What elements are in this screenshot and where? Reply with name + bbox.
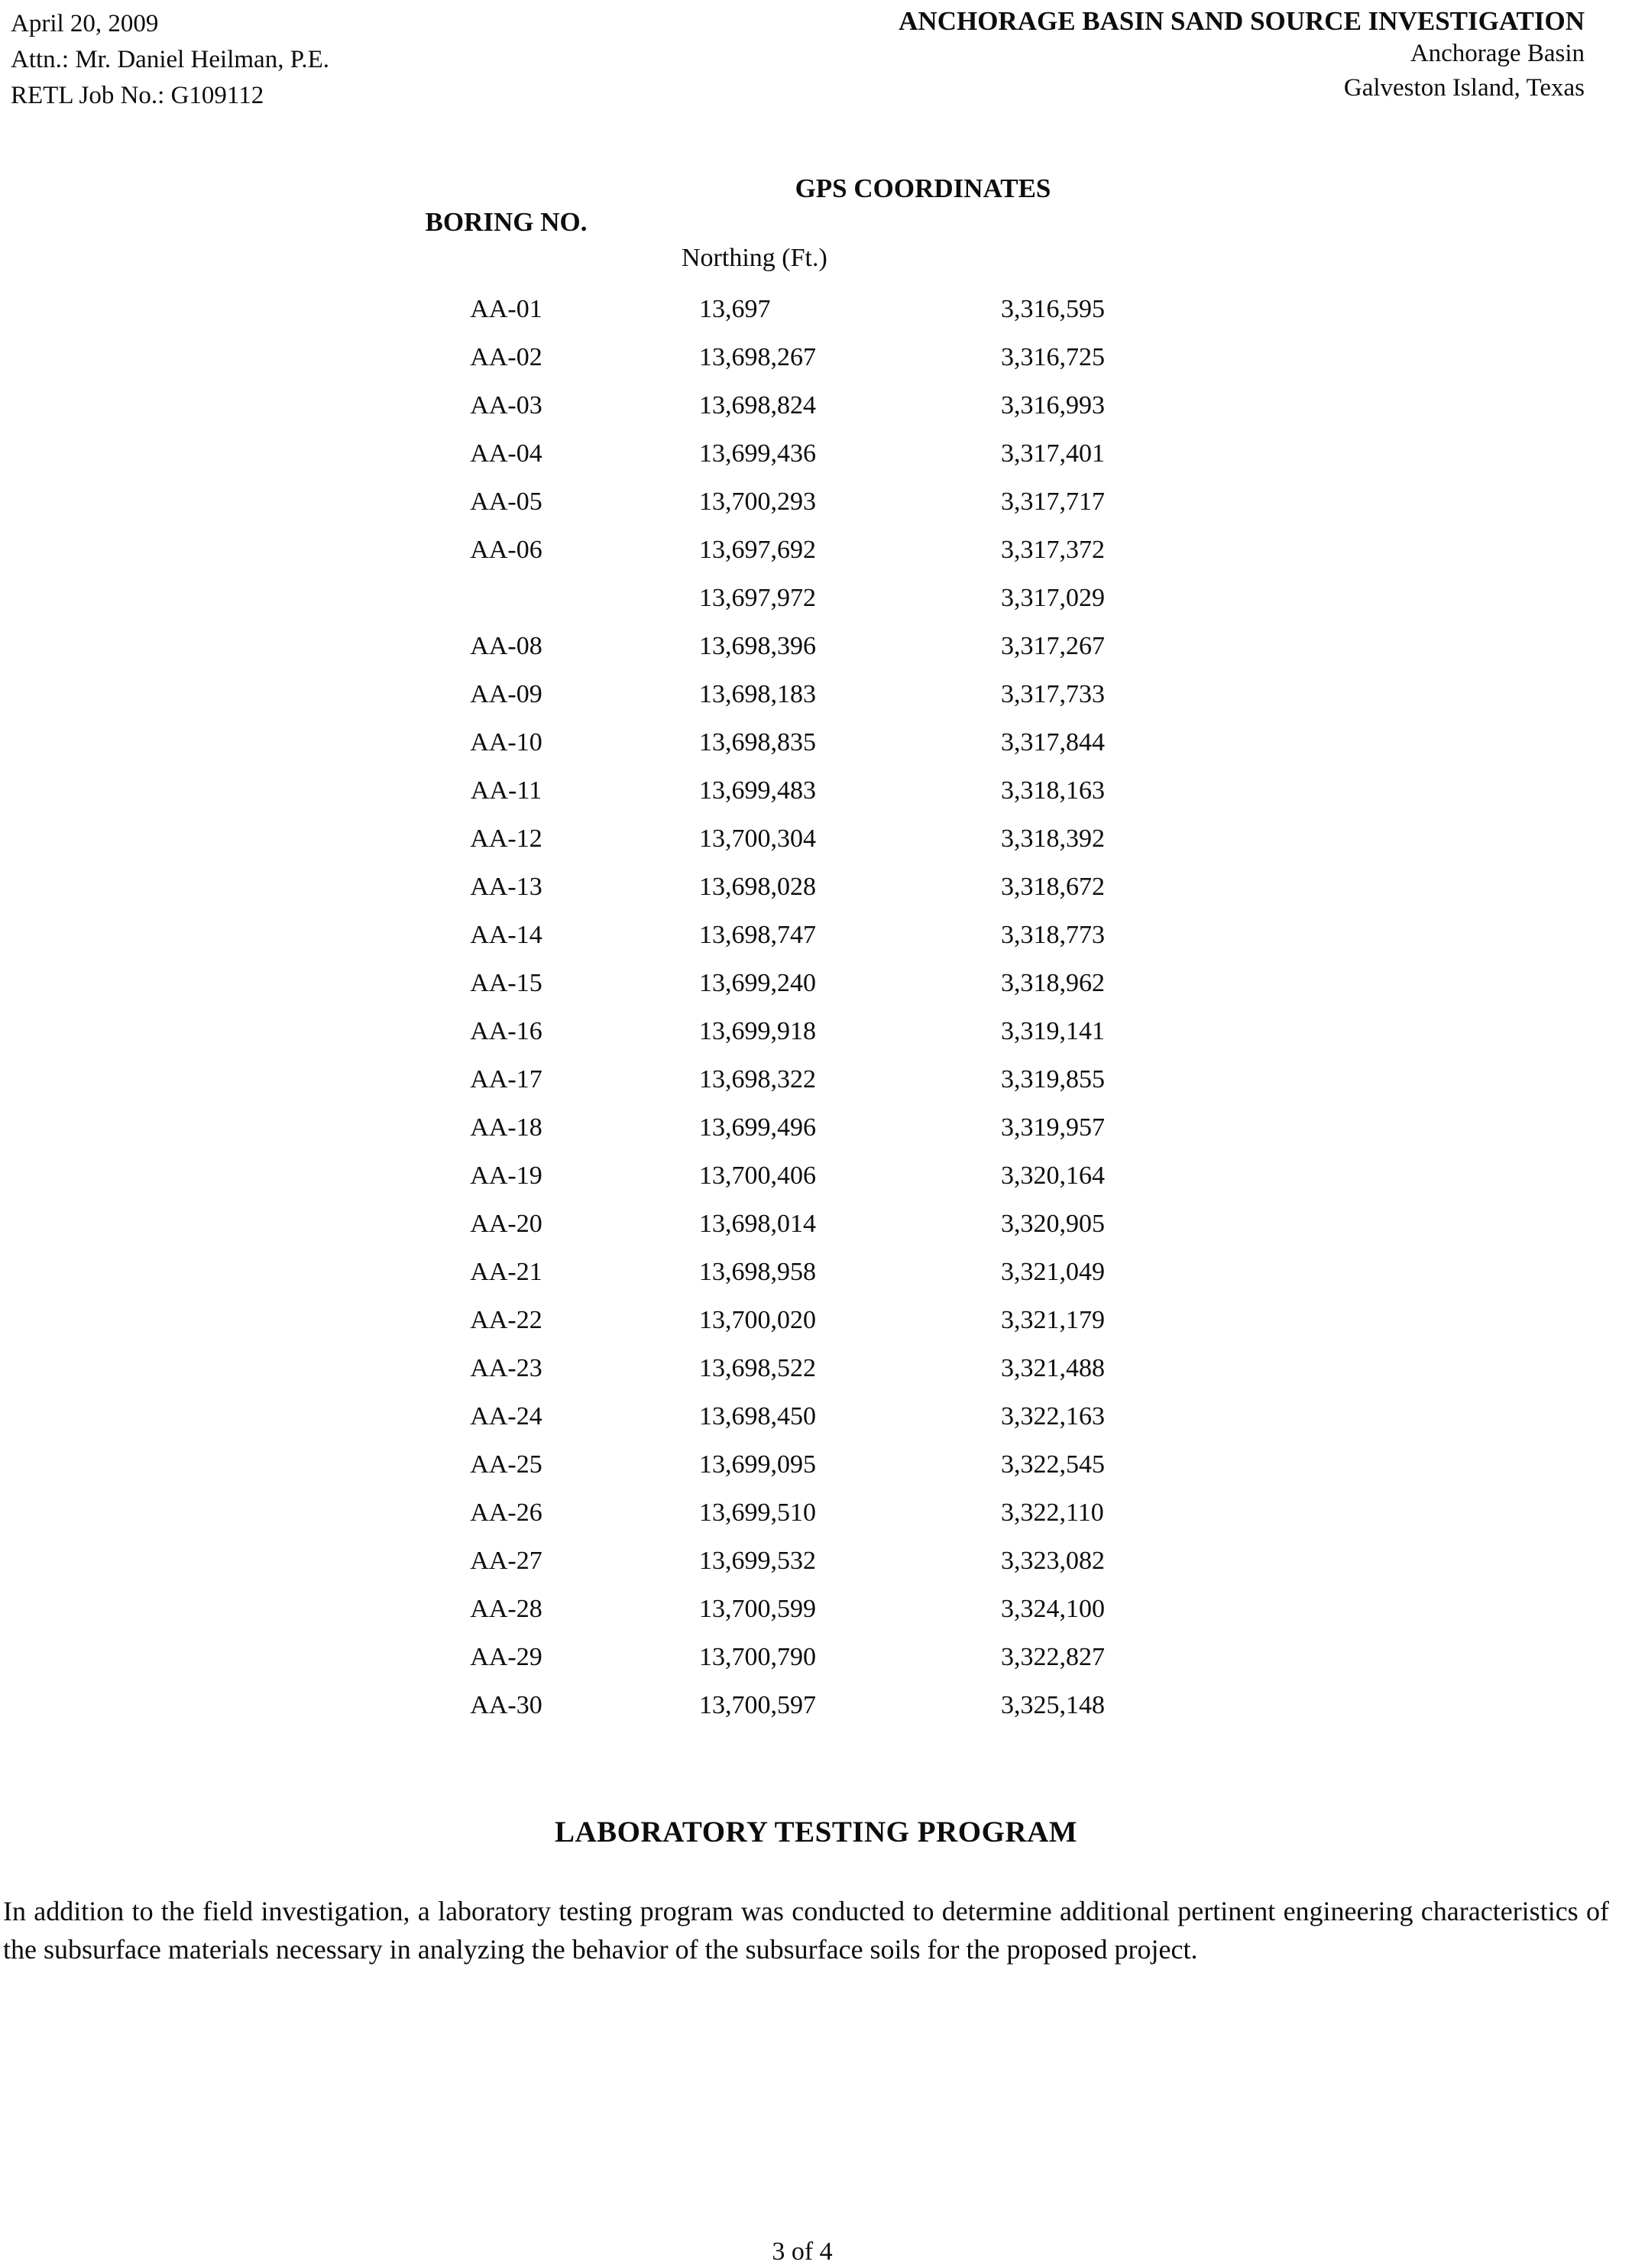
boring-no-cell: AA-19 bbox=[470, 1161, 542, 1190]
page-number: 3 of 4 bbox=[772, 2237, 833, 2266]
boring-no-cell: AA-04 bbox=[470, 439, 542, 468]
table-row bbox=[397, 429, 1632, 478]
table-row bbox=[397, 478, 1632, 526]
boring-no-cell: AA-05 bbox=[470, 487, 542, 516]
header-left-block bbox=[11, 6, 329, 114]
table-row bbox=[397, 1007, 1632, 1055]
boring-no-cell: AA-09 bbox=[470, 679, 542, 708]
boring-no-cell: AA-20 bbox=[470, 1209, 542, 1238]
northing-cell: 13,698,267 bbox=[699, 342, 816, 371]
boring-no-cell: AA-27 bbox=[470, 1546, 542, 1575]
boring-no-cell: AA-28 bbox=[470, 1594, 542, 1623]
table-row bbox=[397, 911, 1632, 959]
boring-no-cell: AA-10 bbox=[470, 727, 542, 757]
table-row bbox=[397, 670, 1632, 718]
northing-cell: 13,700,597 bbox=[699, 1690, 816, 1719]
table-row bbox=[397, 526, 1632, 574]
boring-no-cell: AA-15 bbox=[470, 968, 542, 997]
easting-cell: 3,319,957 bbox=[1001, 1113, 1105, 1142]
easting-cell: 3,317,717 bbox=[1001, 487, 1105, 516]
boring-no-cell: AA-11 bbox=[470, 776, 542, 805]
easting-cell: 3,317,401 bbox=[1001, 439, 1105, 468]
table-row bbox=[397, 766, 1632, 815]
northing-cell: 13,697 bbox=[699, 294, 771, 323]
boring-no-cell: AA-12 bbox=[470, 824, 542, 853]
easting-cell: 3,318,392 bbox=[1001, 824, 1105, 853]
boring-no-cell: AA-23 bbox=[470, 1353, 542, 1382]
table-row bbox=[397, 1152, 1632, 1200]
easting-cell: 3,323,082 bbox=[1001, 1546, 1105, 1575]
easting-cell: 3,321,179 bbox=[1001, 1305, 1105, 1334]
boring-no-cell: AA-02 bbox=[470, 342, 542, 371]
boring-no-cell: AA-21 bbox=[470, 1257, 542, 1286]
boring-no-cell: AA-06 bbox=[470, 535, 542, 564]
easting-cell: 3,316,725 bbox=[1001, 342, 1105, 371]
easting-cell: 3,316,595 bbox=[1001, 294, 1105, 323]
easting-cell: 3,321,049 bbox=[1001, 1257, 1105, 1286]
table-row bbox=[397, 1585, 1632, 1633]
project-location-line: Galveston Island, Texas bbox=[1343, 74, 1585, 102]
easting-cell: 3,318,962 bbox=[1001, 968, 1105, 997]
gps-coordinates-table bbox=[397, 173, 1632, 1729]
table-row bbox=[397, 1296, 1632, 1344]
table-row bbox=[397, 959, 1632, 1007]
northing-cell: 13,700,020 bbox=[699, 1305, 816, 1334]
project-name-line: Anchorage Basin bbox=[1410, 40, 1585, 67]
easting-cell: 3,320,164 bbox=[1001, 1161, 1105, 1190]
boring-no-cell: AA-13 bbox=[470, 872, 542, 901]
table-row bbox=[397, 1103, 1632, 1152]
northing-cell: 13,698,028 bbox=[699, 872, 816, 901]
easting-cell: 3,316,993 bbox=[1001, 390, 1105, 420]
easting-cell: 3,319,855 bbox=[1001, 1064, 1105, 1094]
table-row bbox=[397, 622, 1632, 670]
boring-no-cell: AA-24 bbox=[470, 1401, 542, 1430]
easting-cell: 3,325,148 bbox=[1001, 1690, 1105, 1719]
northing-cell: 13,698,014 bbox=[699, 1209, 816, 1238]
attention-line: Attn.: Mr. Daniel Heilman, P.E. bbox=[11, 46, 330, 73]
easting-cell: 3,317,267 bbox=[1001, 631, 1105, 660]
boring-no-cell: AA-01 bbox=[470, 294, 542, 323]
easting-cell: 3,320,905 bbox=[1001, 1209, 1105, 1238]
gps-coordinates-header: GPS COORDINATES bbox=[795, 173, 1051, 203]
easting-cell: 3,319,141 bbox=[1001, 1016, 1105, 1045]
header-right-block bbox=[899, 6, 1585, 105]
northing-cell: 13,699,240 bbox=[699, 968, 816, 997]
easting-cell: 3,318,163 bbox=[1001, 776, 1105, 805]
easting-cell: 3,324,100 bbox=[1001, 1594, 1105, 1623]
table-row bbox=[397, 1248, 1632, 1296]
northing-cell: 13,698,835 bbox=[699, 727, 816, 757]
boring-no-cell: AA-17 bbox=[470, 1064, 542, 1094]
easting-cell: 3,318,773 bbox=[1001, 920, 1105, 949]
date-line: April 20, 2009 bbox=[11, 10, 159, 37]
table-row bbox=[397, 863, 1632, 911]
table-row bbox=[397, 1489, 1632, 1537]
easting-cell: 3,322,827 bbox=[1001, 1642, 1105, 1671]
easting-cell: 3,322,163 bbox=[1001, 1401, 1105, 1430]
table-row bbox=[397, 1200, 1632, 1248]
easting-cell: 3,317,844 bbox=[1001, 727, 1105, 757]
northing-cell: 13,699,532 bbox=[699, 1546, 816, 1575]
easting-cell: 3,322,110 bbox=[1001, 1498, 1104, 1527]
table-row bbox=[397, 381, 1632, 429]
northing-cell: 13,698,958 bbox=[699, 1257, 816, 1286]
table-row bbox=[397, 1633, 1632, 1681]
job-number-line: RETL Job No.: G109112 bbox=[11, 82, 264, 109]
northing-cell: 13,699,496 bbox=[699, 1113, 816, 1142]
northing-cell: 13,698,396 bbox=[699, 631, 816, 660]
boring-no-cell: AA-18 bbox=[470, 1113, 542, 1142]
northing-cell: 13,697,692 bbox=[699, 535, 816, 564]
northing-cell: 13,700,790 bbox=[699, 1642, 816, 1671]
northing-cell: 13,699,483 bbox=[699, 776, 816, 805]
boring-no-cell: AA-08 bbox=[470, 631, 542, 660]
table-header bbox=[397, 173, 1632, 285]
boring-no-header: BORING NO. bbox=[425, 207, 588, 237]
table-row bbox=[397, 1537, 1632, 1585]
easting-cell: 3,318,672 bbox=[1001, 872, 1105, 901]
easting-cell: 3,317,372 bbox=[1001, 535, 1105, 564]
northing-cell: 13,698,183 bbox=[699, 679, 816, 708]
northing-cell: 13,700,406 bbox=[699, 1161, 816, 1190]
boring-no-cell: AA-16 bbox=[470, 1016, 542, 1045]
northing-cell: 13,698,747 bbox=[699, 920, 816, 949]
northing-cell: 13,698,450 bbox=[699, 1401, 816, 1430]
table-row bbox=[397, 574, 1632, 622]
easting-cell: 3,317,733 bbox=[1001, 679, 1105, 708]
report-title: ANCHORAGE BASIN SAND SOURCE INVESTIGATION bbox=[899, 6, 1585, 36]
table-row bbox=[397, 718, 1632, 766]
northing-cell: 13,698,322 bbox=[699, 1064, 816, 1094]
northing-column-header: Northing (Ft.) bbox=[682, 244, 827, 272]
northing-cell: 13,699,510 bbox=[699, 1498, 816, 1527]
boring-no-cell: AA-30 bbox=[470, 1690, 542, 1719]
table-row bbox=[397, 1392, 1632, 1440]
northing-cell: 13,698,824 bbox=[699, 390, 816, 420]
table-row bbox=[397, 1055, 1632, 1103]
document-header bbox=[0, 0, 1632, 114]
boring-no-cell: AA-29 bbox=[470, 1642, 542, 1671]
table-row bbox=[397, 1681, 1632, 1729]
table-row bbox=[397, 333, 1632, 381]
section-paragraph: In addition to the field investigation, a laboratory testing program was conducted to determine additional pertinent engineering characteristics of the subsurface materials necessary in analyzing the behavior of the subsurface soils for the proposed project. bbox=[3, 1896, 1609, 1965]
table-row bbox=[397, 815, 1632, 863]
table-row bbox=[397, 1344, 1632, 1392]
easting-cell: 3,317,029 bbox=[1001, 583, 1105, 612]
northing-cell: 13,698,522 bbox=[699, 1353, 816, 1382]
northing-cell: 13,699,436 bbox=[699, 439, 816, 468]
boring-no-cell: AA-22 bbox=[470, 1305, 542, 1334]
table-row bbox=[397, 285, 1632, 333]
easting-cell: 3,322,545 bbox=[1001, 1450, 1105, 1479]
northing-cell: 13,699,095 bbox=[699, 1450, 816, 1479]
boring-no-cell: AA-03 bbox=[470, 390, 542, 420]
northing-cell: 13,697,972 bbox=[699, 583, 816, 612]
table-row bbox=[397, 1440, 1632, 1489]
easting-cell: 3,321,488 bbox=[1001, 1353, 1105, 1382]
northing-cell: 13,700,293 bbox=[699, 487, 816, 516]
boring-no-cell: AA-14 bbox=[470, 920, 542, 949]
section-heading: LABORATORY TESTING PROGRAM bbox=[554, 1816, 1078, 1848]
northing-cell: 13,700,599 bbox=[699, 1594, 816, 1623]
boring-no-cell: AA-26 bbox=[470, 1498, 542, 1527]
boring-no-cell: AA-25 bbox=[470, 1450, 542, 1479]
northing-cell: 13,700,304 bbox=[699, 824, 816, 853]
northing-cell: 13,699,918 bbox=[699, 1016, 816, 1045]
